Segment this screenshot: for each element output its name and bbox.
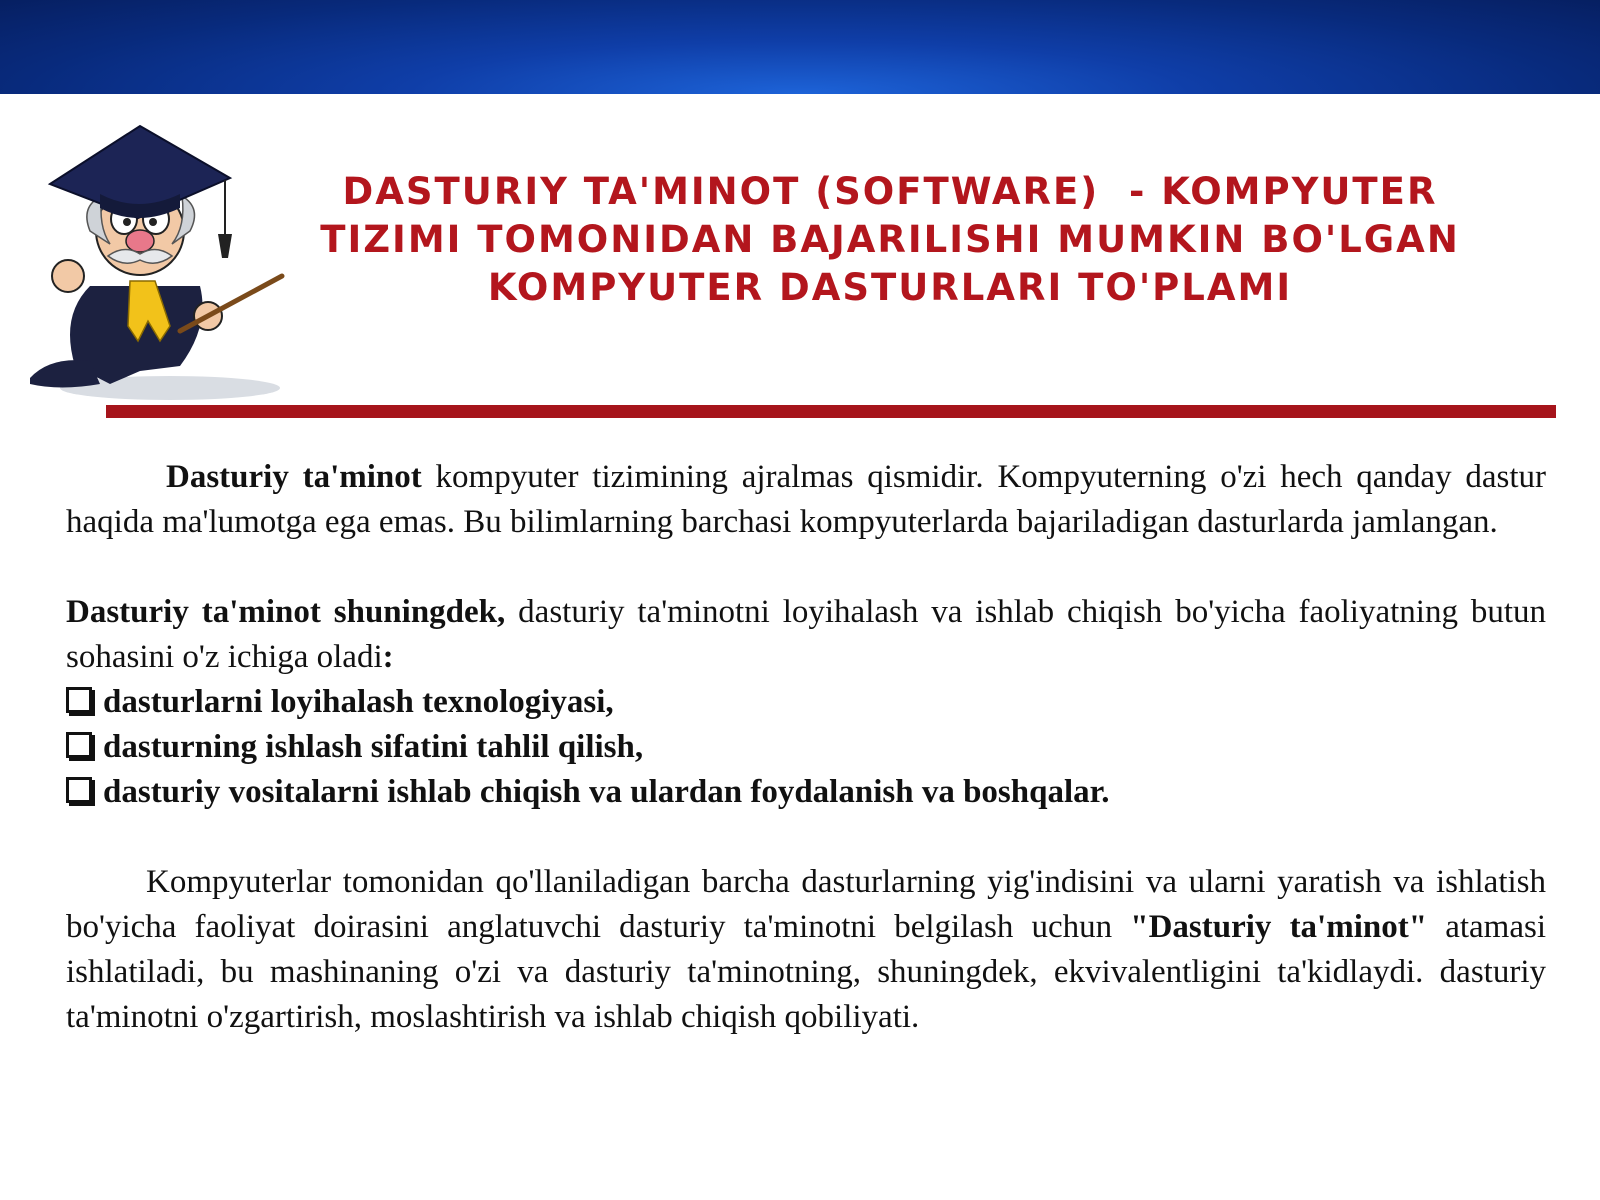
title-divider [106,405,1556,418]
paragraph-1-text: kompyuter tizimining ajralmas qismidir. Kompyuterning o'zi hech qanday dastur haqida ma'lumotga ega emas. Bu bilimlarning barchasi kompyuterlarda bajariladigan dasturlarda jamlangan. [66,459,1546,540]
slide-title [280,168,1500,312]
paragraph-2-bold: Dasturiy ta'minot shuningdek, [66,594,506,630]
paragraph-3-text-before: Kompyuterlar tomonidan qo'llaniladigan barcha dasturlarning yig'indisini va ularni yaratish va ishlatish bo'yicha faoliyat doirasini anglatuvchi dasturiy ta'minotni belgilash uchun [66,864,1546,945]
paragraph-3 [66,860,1546,1040]
title-line-3: KOMPYUTER DASTURLARI TO'PLAMI [487,266,1293,309]
list-item [66,725,1546,770]
title-line-1: DASTURIY TA'MINOT (SOFTWARE) - KOMPYUTER [342,170,1438,213]
checkbox-bullet-icon [66,777,92,803]
bullet-text: dasturiy vositalarni ishlab chiqish va ulardan foydalanish va boshqalar. [103,774,1110,810]
paragraph-1 [66,455,1546,545]
list-item [66,680,1546,725]
list-item [66,770,1546,815]
bullet-text: dasturning ishlash sifatini tahlil qilish, [103,729,644,765]
header-band [0,0,1600,94]
paragraph-2-text: dasturiy ta'minotni loyihalash va ishlab chiqish bo'yicha faoliyatning butun sohasini o'z ichiga oladi [66,594,1546,675]
bullet-list [66,680,1546,815]
paragraph-3-text-after: atamasi ishlatiladi, bu mashinaning o'zi va dasturiy ta'minotning, shuningdek, ekvivalentligini ta'kidlaydi. dasturiy ta'minotni o'zgartirish, moslashtirish va ishlab chiqish qobiliyati. [66,909,1546,1035]
paragraph-1-bold: Dasturiy ta'minot [166,459,422,495]
checkbox-bullet-icon [66,687,92,713]
paragraph-2 [66,590,1546,680]
bullet-text: dasturlarni loyihalash texnologiyasi, [103,684,614,720]
slide-body [66,455,1546,1040]
paragraph-3-bold: "Dasturiy ta'minot" [1130,909,1428,945]
paragraph-2-colon: : [382,639,394,675]
checkbox-bullet-icon [66,732,92,758]
title-line-2: TIZIMI TOMONIDAN BAJARILISHI MUMKIN BO'LGAN [320,218,1460,261]
professor-mascot-icon [20,116,290,406]
